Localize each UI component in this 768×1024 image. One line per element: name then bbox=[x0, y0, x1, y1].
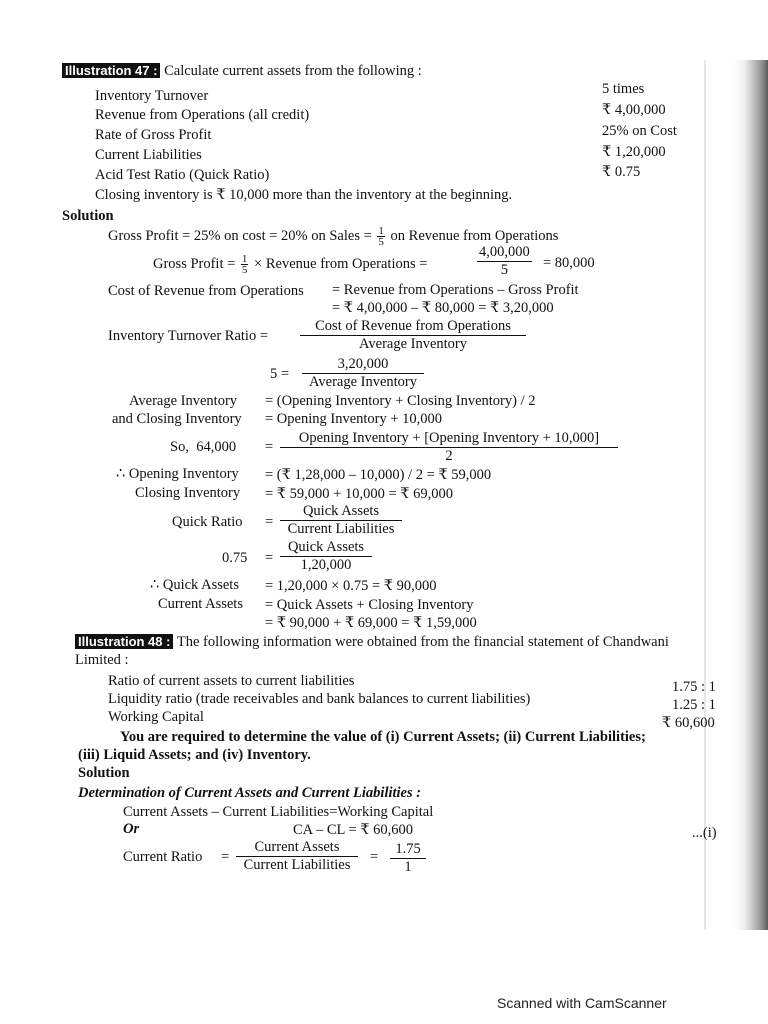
fraction-numerator: 1 bbox=[378, 225, 384, 237]
illustration-47-tag: Illustration 47 : bbox=[62, 63, 160, 78]
working-capital-equation: Current Assets – Current Liabilities=Working Capital bbox=[123, 804, 434, 820]
average-inventory-formula: = (Opening Inventory + Closing Inventory) / 2 bbox=[265, 393, 536, 409]
quick-ratio-equals: = bbox=[265, 514, 274, 530]
inventory-turnover-label: Inventory Turnover Ratio = bbox=[108, 328, 269, 344]
opening-inventory-fraction bbox=[280, 430, 618, 465]
given-item-value: ₹ 60,600 bbox=[662, 715, 715, 731]
gross-profit-label: Gross Profit = bbox=[153, 255, 236, 272]
given-item-label: Working Capital bbox=[108, 709, 204, 725]
fraction-denominator: 1,20,000 bbox=[300, 557, 352, 573]
given-item-label: Inventory Turnover bbox=[95, 88, 209, 104]
given-item-label: Liquidity ratio (trade receivables and bank balances to current liabilities) bbox=[108, 691, 531, 707]
current-ratio-equals-2: = bbox=[370, 849, 379, 865]
quick-ratio-fraction bbox=[280, 503, 402, 538]
quick-ratio-value: 0.75 bbox=[222, 550, 248, 566]
current-ratio-label: Current Ratio bbox=[123, 849, 203, 865]
illustration-47-heading bbox=[62, 62, 422, 80]
and-closing-label: and Closing Inventory bbox=[112, 411, 242, 427]
current-assets-label: Current Assets bbox=[158, 596, 243, 612]
given-item-value: 1.25 : 1 bbox=[672, 697, 716, 713]
page-crease bbox=[704, 60, 706, 930]
fraction-denominator: 1 bbox=[404, 859, 412, 875]
current-ratio-fraction bbox=[236, 839, 358, 874]
fraction-numerator: 4,00,000 bbox=[479, 244, 530, 260]
ca-cl-equation: CA – CL = ₹ 60,600 bbox=[293, 822, 413, 838]
solution-48-title: Solution bbox=[78, 765, 130, 781]
quick-assets-value: = 1,20,000 × 0.75 = ₹ 90,000 bbox=[265, 578, 437, 594]
closing-note: Closing inventory is ₹ 10,000 more than the inventory at the beginning. bbox=[95, 187, 513, 203]
solution-47-title: Solution bbox=[62, 208, 114, 224]
gross-profit-text: on Revenue from Operations bbox=[390, 227, 559, 244]
fraction-numerator: 1 bbox=[241, 253, 248, 265]
fraction-numerator: Opening Inventory + [Opening Inventory + 10,000] bbox=[280, 430, 618, 448]
cost-of-revenue-formula: = Revenue from Operations – Gross Profit bbox=[332, 282, 579, 298]
given-item-label: Rate of Gross Profit bbox=[95, 127, 212, 143]
gross-profit-line-2 bbox=[153, 254, 427, 275]
fraction-numerator: Current Assets bbox=[236, 839, 358, 857]
equation-number: ...(i) bbox=[692, 825, 717, 841]
or-word: Or bbox=[123, 821, 140, 837]
quick-ratio-label: Quick Ratio bbox=[172, 514, 243, 530]
given-item-value: ₹ 0.75 bbox=[602, 164, 641, 180]
fraction-numerator: Cost of Revenue from Operations bbox=[300, 318, 526, 336]
illustration-48-tag: Illustration 48 : bbox=[75, 634, 173, 649]
five-equals: 5 = bbox=[270, 366, 290, 382]
one-fifth-fraction bbox=[241, 254, 249, 275]
opening-inventory-label: ∴ Opening Inventory bbox=[116, 466, 239, 482]
gross-profit-result: = 80,000 bbox=[543, 255, 595, 271]
page-edge-shadow bbox=[734, 60, 768, 930]
fraction-denominator: 5 bbox=[500, 262, 508, 278]
fraction-denominator: 2 bbox=[445, 448, 453, 464]
fraction-numerator: Quick Assets bbox=[280, 539, 372, 557]
gross-profit-text: Gross Profit = 25% on cost = 20% on Sales = bbox=[108, 227, 372, 244]
gross-profit-fraction bbox=[477, 244, 532, 279]
fraction-denominator: 5 bbox=[241, 264, 248, 276]
quick-ratio-equals-2: = bbox=[265, 550, 274, 566]
gross-profit-text: × Revenue from Operations = bbox=[254, 255, 428, 272]
given-item-value: 5 times bbox=[602, 81, 645, 97]
cost-of-revenue-label: Cost of Revenue from Operations bbox=[108, 283, 304, 299]
fraction-denominator: 5 bbox=[378, 236, 384, 248]
illustration-48-text: The following information were obtained from the financial statement of Chandwani bbox=[176, 634, 669, 650]
so-value: 64,000 bbox=[196, 439, 237, 455]
requirement-line-1: You are required to determine the value of (i) Current Assets; (ii) Current Liabilities; bbox=[120, 729, 646, 745]
closing-inventory-value: = ₹ 59,000 + 10,000 = ₹ 69,000 bbox=[265, 486, 453, 502]
given-item-label: Revenue from Operations (all credit) bbox=[95, 107, 310, 123]
current-assets-value: = ₹ 90,000 + ₹ 69,000 = ₹ 1,59,000 bbox=[265, 615, 477, 631]
cost-of-revenue-value: = ₹ 4,00,000 – ₹ 80,000 = ₹ 3,20,000 bbox=[332, 300, 554, 316]
average-inventory-label: Average Inventory bbox=[129, 393, 238, 409]
given-item-label: Current Liabilities bbox=[95, 147, 202, 163]
illustration-47-text: Calculate current assets from the following : bbox=[164, 63, 422, 79]
quick-assets-label: ∴ Quick Assets bbox=[150, 577, 239, 593]
so-equals: = bbox=[265, 439, 274, 455]
one-fifth-fraction bbox=[377, 226, 385, 247]
current-assets-formula: = Quick Assets + Closing Inventory bbox=[265, 597, 474, 613]
illustration-48-heading bbox=[75, 633, 669, 651]
current-ratio-equals: = bbox=[221, 849, 230, 865]
average-inventory-fraction bbox=[302, 356, 424, 391]
opening-inventory-value: = (₹ 1,28,000 – 10,000) / 2 = ₹ 59,000 bbox=[265, 467, 492, 483]
given-item-value: ₹ 1,20,000 bbox=[602, 144, 666, 160]
so-label bbox=[170, 438, 236, 456]
fraction-denominator: Average Inventory bbox=[358, 336, 468, 352]
fraction-denominator: Average Inventory bbox=[308, 374, 418, 390]
and-closing-formula: = Opening Inventory + 10,000 bbox=[265, 411, 443, 427]
ratio-fraction bbox=[390, 841, 426, 876]
fraction-numerator: 3,20,000 bbox=[302, 356, 424, 374]
so-word: So, bbox=[170, 439, 189, 455]
solution-48-subtitle: Determination of Current Assets and Current Liabilities : bbox=[78, 785, 422, 801]
given-item-label: Ratio of current assets to current liabilities bbox=[108, 673, 355, 689]
fraction-denominator: Current Liabilities bbox=[243, 857, 351, 873]
given-item-value: 1.75 : 1 bbox=[672, 679, 716, 695]
given-item-label: Acid Test Ratio (Quick Ratio) bbox=[95, 167, 270, 183]
inventory-turnover-fraction bbox=[300, 318, 526, 353]
scanner-watermark: Scanned with CamScanner bbox=[497, 995, 667, 1011]
given-item-value: ₹ 4,00,000 bbox=[602, 102, 666, 118]
closing-inventory-label: Closing Inventory bbox=[135, 485, 241, 501]
illustration-48-heading-cont: Limited : bbox=[75, 652, 129, 668]
fraction-denominator: Current Liabilities bbox=[287, 521, 395, 537]
fraction-numerator: 1.75 bbox=[390, 841, 426, 859]
given-item-value: 25% on Cost bbox=[602, 123, 677, 139]
fraction-numerator: Quick Assets bbox=[280, 503, 402, 521]
requirement-line-2: (iii) Liquid Assets; and (iv) Inventory. bbox=[78, 747, 311, 763]
quick-assets-fraction bbox=[280, 539, 372, 574]
